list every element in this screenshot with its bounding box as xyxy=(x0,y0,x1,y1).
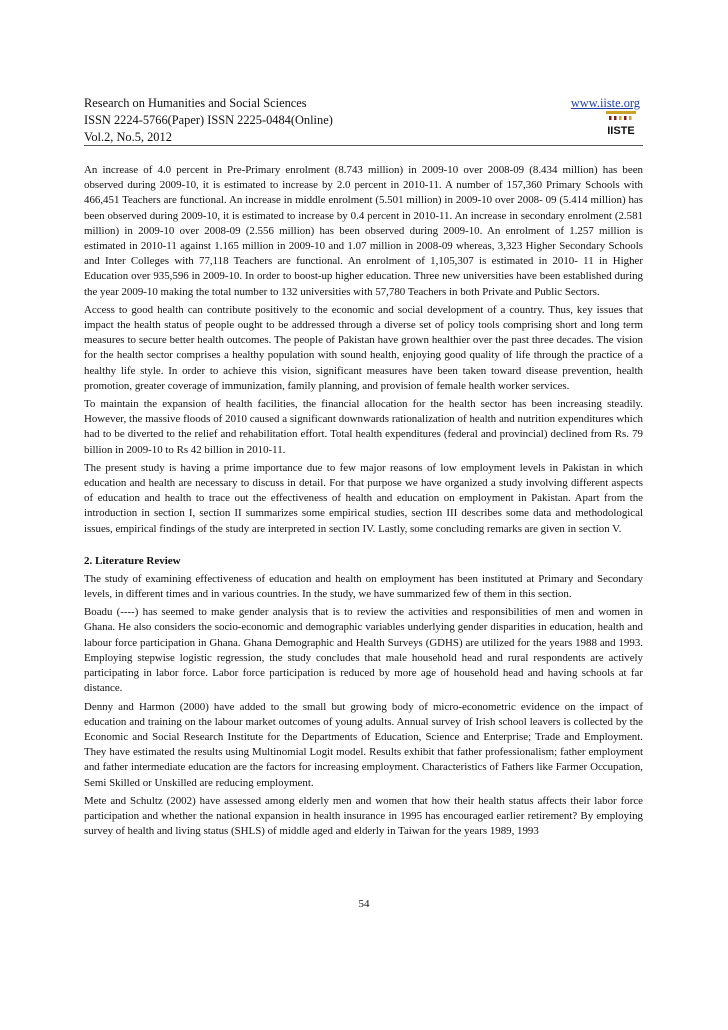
iiste-logo-icon xyxy=(606,111,636,137)
journal-url-link[interactable]: www.iiste.org xyxy=(570,96,640,110)
paragraph-study-outline: The present study is having a prime importance due to few major reasons of low employment levels in Pakistan in which education and health are necessary to discuss in detail. For that purpose we have organized a study involving different aspects of education and health to trace out the effectiveness of health and education on employment in Pakistan. Apart from the introduction in section I, section II summarizes some empirical studies, section III describes some data and methodological issues, empirical findings of the study are interpreted in section IV. Lastly, some concluding remarks are given in section V. xyxy=(84,461,643,535)
page-number: 54 xyxy=(358,898,370,910)
paragraph-education-enrolment: An increase of 4.0 percent in Pre-Primary enrolment (8.743 million) in 2009-10 over 2008-09 (8.434 million) has been observed during 2009-10, it is estimated to increase by 2.0 percent in 2010-11. A number of 157,360 Primary Schools with 466,451 Teachers are functional. An increase in middle enrolment (5.501 million) in 2009-10 over 2008- 09 (5.414 million) has been observed during 2009-10, it is estimated to increase by 0.4 percent in 2010-11. An increase in secondary enrolment (2.581 million) in 2009-10 over 2008-09 (2.556 million) has been observed during 2009-10. An enrolment of 1.257 million is estimated in 2010-11 against 1.165 million in 2009-10 and 1.07 million in 2008-09 whereas, 3,323 Higher Secondary Schools and Inter Colleges with 77,118 Teachers are functional. An enrolment of 1,105,307 is estimated in 2010- 11 in Higher Education over 935,596 in 2009-10. In order to boost-up higher education. Three new universities have been established during the year 2009-10 making the total number to 132 universities with 57,780 Teachers in both Private and Public Sectors. xyxy=(84,164,643,298)
paragraph-boadu: Boadu (----) has seemed to make gender analysis that is to review the activities and responsibilities of men and women in Ghana. He also considers the socio-economic and demographic variables underlying gender disparities in education, health and labour force participation in Ghana. Ghana Demographic and Health Surveys (GDHS) are utilized for the years 1988 and 1993. Employing stepwise logistic regression, the study concludes that male household head and rural respondents are actively participating in labor force. Labor force participation is reduced by more age of household head and having schools at far distance. xyxy=(84,606,643,695)
paragraph-literature-intro: The study of examining effectiveness of education and health on employment has been instituted at Primary and Secondary levels, in different times and in various countries. In the study, we have summarized few of them in this section. xyxy=(84,572,643,601)
svg-text:IISTE: IISTE xyxy=(607,125,635,137)
volume-line: Vol.2, No.5, 2012 xyxy=(84,129,172,144)
section-heading-literature-review: 2. Literature Review xyxy=(84,554,181,567)
header-divider xyxy=(84,145,643,146)
paragraph-denny-harmon: Denny and Harmon (2000) have added to the small but growing body of micro-econometric evidence on the impact of education and training on the labour market outcomes of young adults. Annual survey of Irish school leavers is collected by the Economic and Social Research Institute for the Departments of Education, Science and Enterprise; Trade and Employment. They have estimated the results using Multinomial Logit model. Results exhibit that father professionalism; father employment and father intermediate education are the factors for increasing employment. Characteristics of Fathers like Farmer Occupation, Semi Skilled or Unskilled are reducing employment. xyxy=(84,700,643,789)
paragraph-health-access: Access to good health can contribute positively to the economic and social development of a country. Thus, key issues that impact the health status of people ought to be addressed through a diverse set of policy tools comprising short and long term measures to secure better health outcomes. The people of Pakistan have grown healthier over the past three decades. The vision for the health sector comprises a healthy population with sound health, enjoying good quality of life through the practice of a healthy life style. In order to achieve this vision, significant measures have been taken toward disease prevention, health promotion, greater coverage of immunization, family planning, and provision of female health worker services. xyxy=(84,303,643,392)
article-body xyxy=(84,163,643,842)
paragraph-health-expenditure: To maintain the expansion of health facilities, the financial allocation for the health sector has been increasing steadily. However, the massive floods of 2010 caused a significant downwards rationalization of health and nutrition expenditures which had to be diverted to the relief and rehabilitation effort. Total health expenditures (federal and provincial) declined from Rs. 79 billion in 2009-10 to Rs 42 billion in 2010-11. xyxy=(84,398,643,456)
paragraph-mete-schultz: Mete and Schultz (2002) have assessed among elderly men and women that how their health status affects their labor force participation and whether the national expansion in health insurance in 1995 has encouraged earlier retirement? By employing survey of health and living status (SHLS) of middle aged and elderly in Taiwan for the years 1989, 1993 xyxy=(84,794,643,838)
journal-title: Research on Humanities and Social Sciences xyxy=(84,96,307,110)
page-header xyxy=(84,95,642,144)
issn-line: ISSN 2224-5766(Paper) ISSN 2225-0484(Online) xyxy=(84,112,333,127)
